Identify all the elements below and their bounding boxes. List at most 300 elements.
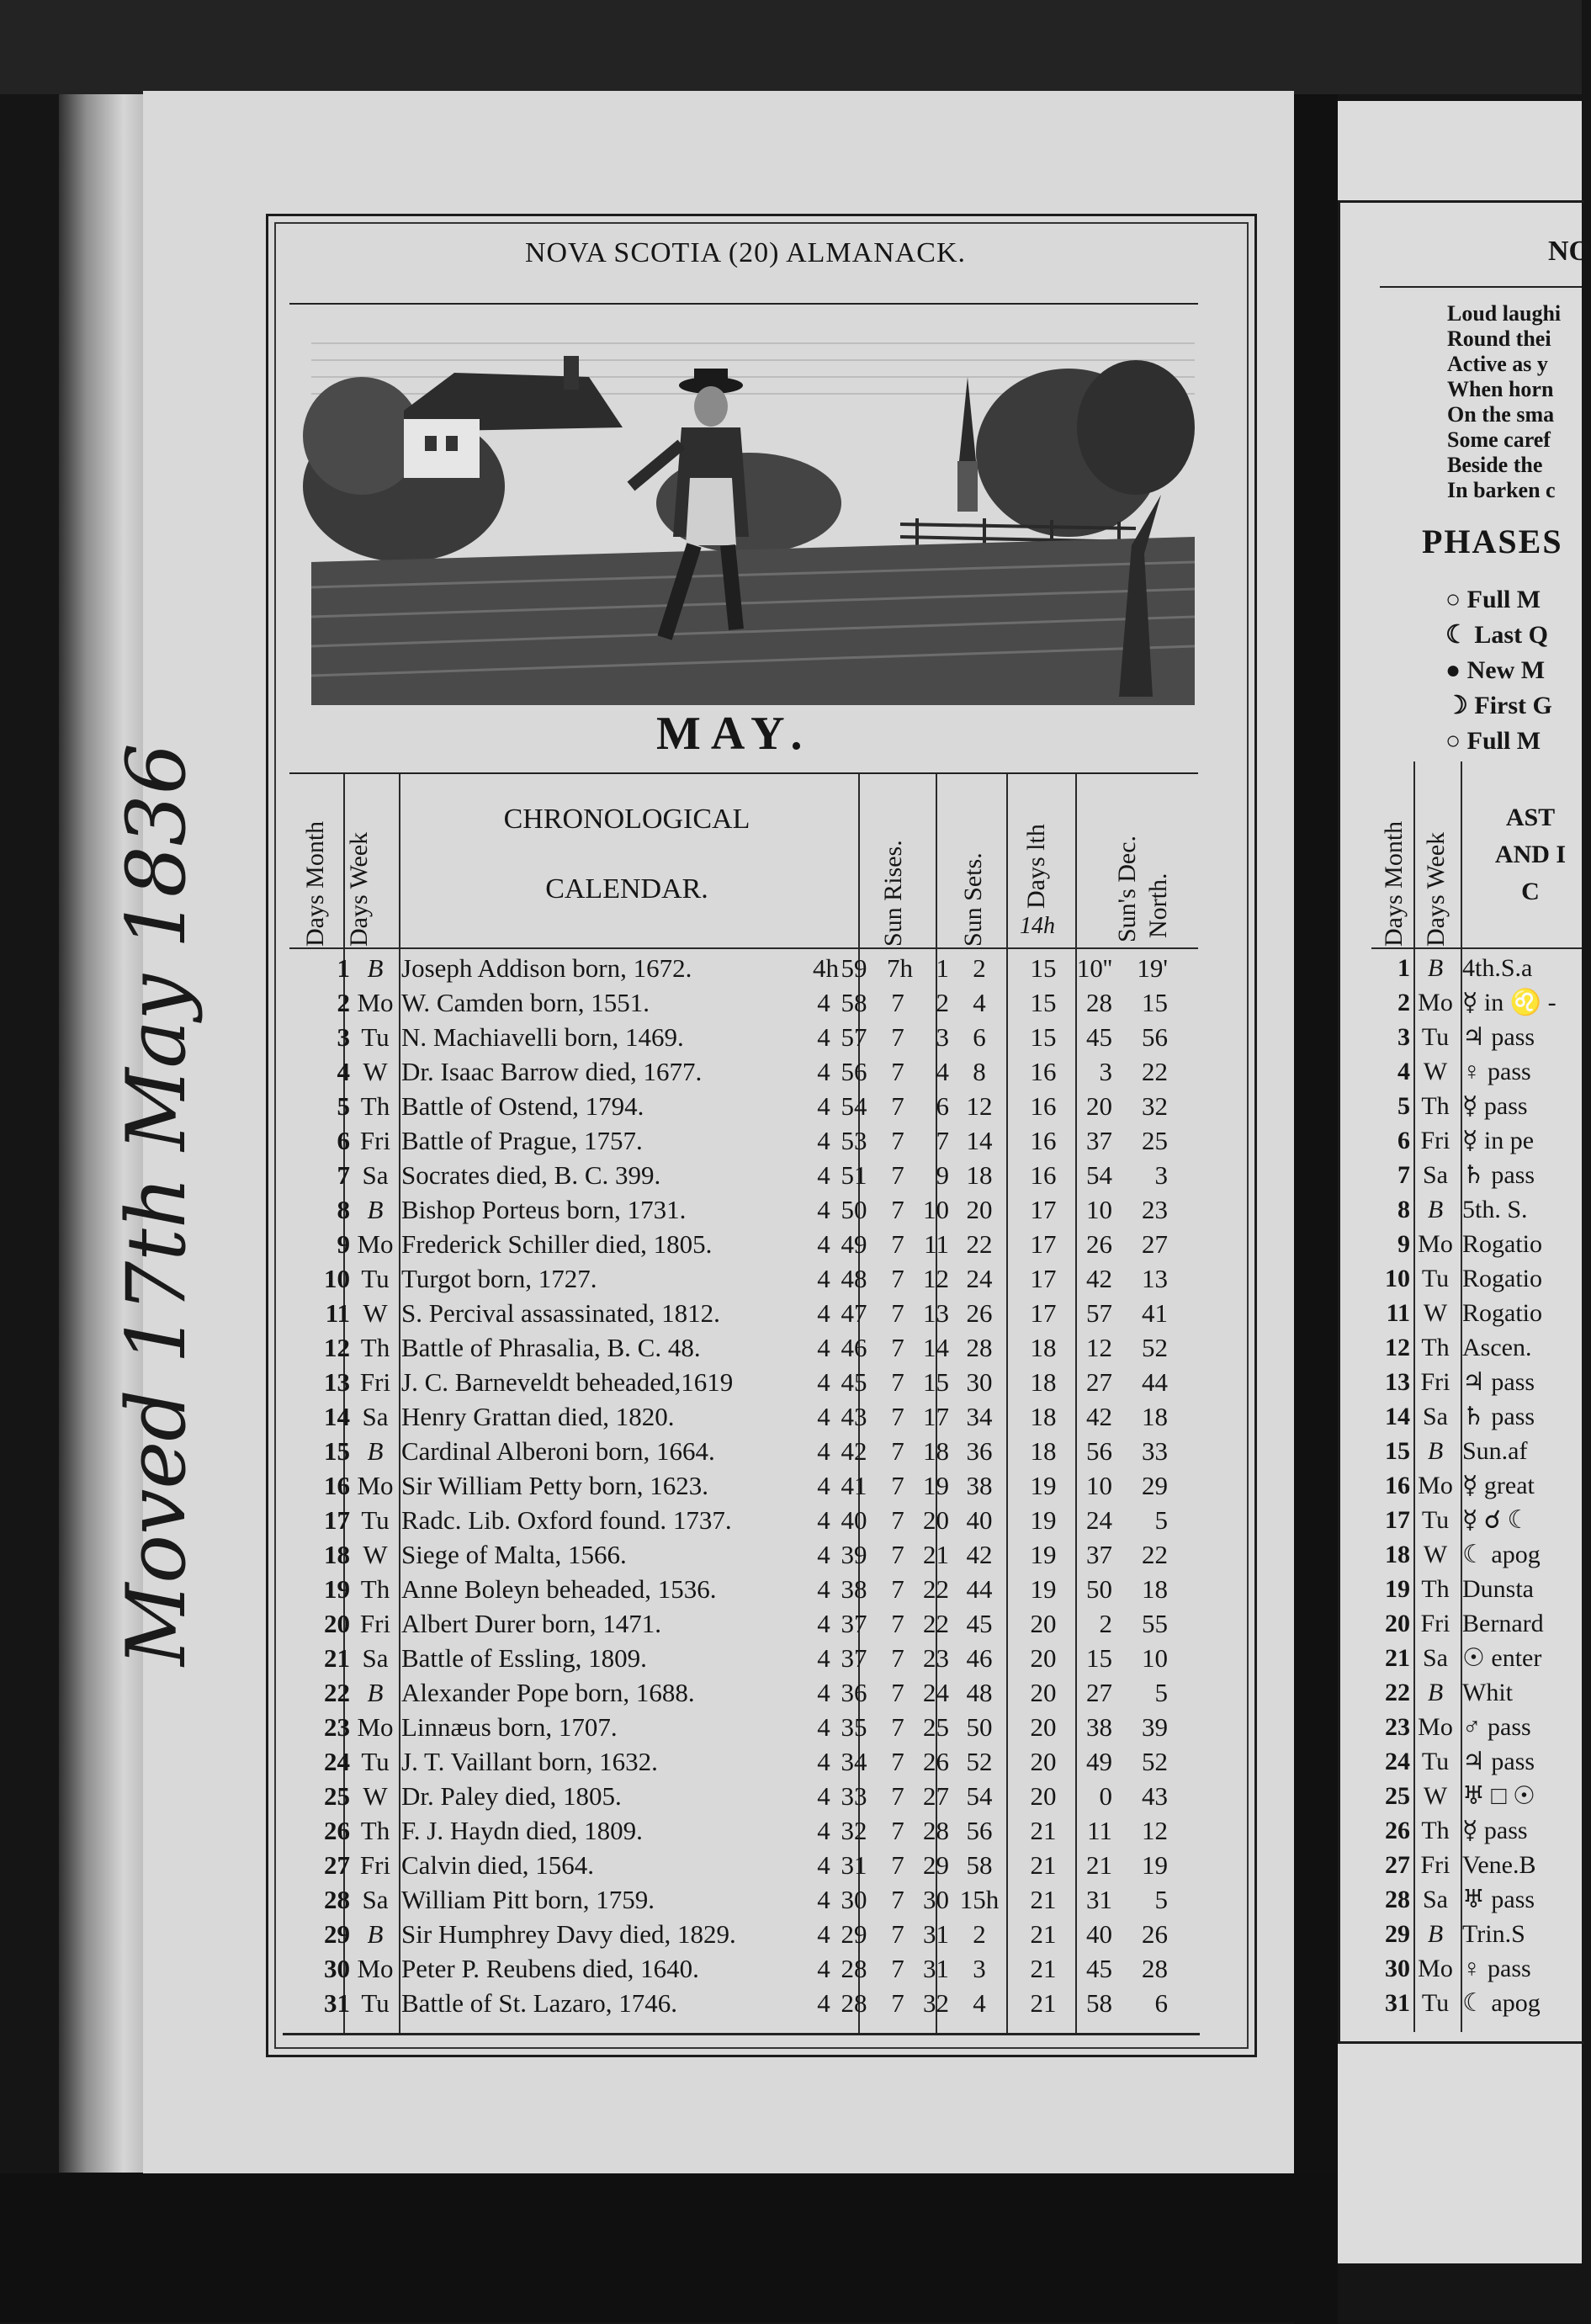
cell-dl: 40: [966, 1505, 993, 1535]
phase-line: ☾ Last Q: [1445, 621, 1548, 649]
cell-sm: 21: [923, 1540, 949, 1569]
right-cell-dw: B: [1427, 1920, 1444, 1948]
cell-dw: Fri: [359, 1850, 391, 1880]
cell-sh: 7: [891, 1574, 904, 1604]
right-cell-dw: Mo: [1418, 1230, 1453, 1258]
right-table-row: [1371, 1158, 1582, 1192]
cell-sm: 12: [923, 1264, 949, 1293]
cell-dw: Th: [360, 1574, 390, 1604]
right-cell-dm: 11: [1386, 1299, 1410, 1327]
cell-dl: 58: [966, 1850, 993, 1880]
right-cell-dm: 21: [1385, 1644, 1410, 1672]
right-cell-dm: 26: [1385, 1817, 1410, 1844]
cell-sm: 30: [923, 1885, 949, 1914]
cell-dd: 20: [1030, 1712, 1057, 1742]
cell-dd: 17: [1030, 1298, 1057, 1328]
cell-dmn: 21: [1086, 1850, 1112, 1880]
right-table-row: [1371, 1089, 1582, 1123]
cell-dd: 21: [1030, 1954, 1057, 1983]
cell-sm: 11: [924, 1229, 949, 1259]
cell-sh: 7: [891, 1609, 904, 1638]
right-cell-dw: B: [1427, 1196, 1444, 1223]
cell-dd: 18: [1030, 1333, 1057, 1362]
cell-rm: 38: [841, 1574, 867, 1604]
right-cell-dw: Sa: [1423, 1644, 1448, 1672]
right-table-row: [1371, 1779, 1582, 1813]
right-table-row: [1371, 1192, 1582, 1227]
right-cell-dw: B: [1427, 1679, 1444, 1706]
right-table-row: [1371, 1330, 1582, 1365]
right-cell-dm: 16: [1385, 1472, 1410, 1499]
right-cell-text: ☿ pass: [1462, 1817, 1528, 1844]
cell-dm: 8: [337, 1195, 350, 1224]
right-table-row: [1371, 1365, 1582, 1399]
cell-dl: 3: [973, 1954, 986, 1983]
right-cell-dw: Tu: [1421, 1989, 1450, 2017]
cell-dm: 7: [337, 1160, 350, 1190]
right-cell-dm: 23: [1385, 1713, 1410, 1741]
right-cell-dw: Sa: [1423, 1403, 1448, 1430]
cell-dm: 10: [324, 1264, 350, 1293]
table-row: [289, 1296, 1198, 1330]
table-row: [289, 1572, 1198, 1606]
cell-ev: Joseph Addison born, 1672.: [401, 953, 692, 983]
cell-dw: Mo: [357, 1954, 394, 1983]
cell-dmn: 11: [1087, 1816, 1112, 1845]
cell-dl: 6: [973, 1022, 986, 1052]
right-cell-dw: Tu: [1421, 1506, 1450, 1534]
cell-ds: 5: [1154, 1505, 1168, 1535]
cell-dmn: 37: [1086, 1540, 1112, 1569]
cell-ev: Battle of Prague, 1757.: [401, 1126, 643, 1155]
verse-line: Some caref: [1447, 427, 1551, 452]
cell-dw: Tu: [361, 1747, 390, 1776]
right-cell-text: Rogatio: [1462, 1299, 1542, 1327]
right-cell-dw: W: [1423, 1058, 1448, 1085]
right-table-header-rule: [1371, 947, 1582, 949]
cell-rm: 28: [841, 1988, 867, 2018]
right-cell-dm: 20: [1385, 1610, 1410, 1637]
cell-sh: 7: [891, 1402, 904, 1431]
right-table-row: [1371, 1813, 1582, 1848]
right-table-row: [1371, 1882, 1582, 1917]
right-cell-dw: B: [1427, 1437, 1444, 1465]
right-page-rule: [1380, 286, 1582, 288]
cell-sm: 31: [923, 1954, 949, 1983]
cell-dmn: 26: [1086, 1229, 1112, 1259]
cell-rm: 53: [841, 1126, 867, 1155]
cell-sm: 32: [923, 1988, 949, 2018]
cell-ev: J. C. Barneveldt beheaded,1619: [401, 1367, 734, 1397]
right-table-row: [1371, 1917, 1582, 1951]
right-cell-dm: 12: [1385, 1334, 1410, 1361]
cell-dm: 21: [324, 1643, 350, 1673]
cell-sh: 7: [891, 1954, 904, 1983]
right-cell-text: ♃ pass: [1462, 1023, 1535, 1051]
table-row: [289, 1503, 1198, 1537]
cell-dl: 2: [973, 1919, 986, 1949]
cell-dmn: 0: [1099, 1781, 1112, 1811]
right-table-row: [1371, 1020, 1582, 1054]
month-rule: [289, 772, 1198, 774]
cell-dl: 14: [966, 1126, 993, 1155]
right-cell-text: ♅ pass: [1462, 1886, 1535, 1913]
cell-dw: Mo: [357, 1712, 394, 1742]
right-cell-text: Sun.af: [1462, 1437, 1528, 1465]
cell-dd: 20: [1030, 1678, 1057, 1707]
cell-dl: 12: [966, 1091, 993, 1121]
cell-ev: Battle of Essling, 1809.: [401, 1643, 647, 1673]
cell-rh: 4: [817, 1160, 830, 1190]
right-cell-text: Trin.S: [1462, 1920, 1525, 1948]
cell-dmn: 12: [1086, 1333, 1112, 1362]
cell-sm: 25: [923, 1712, 949, 1742]
cell-sh: 7: [891, 1643, 904, 1673]
cell-sh: 7: [891, 1540, 904, 1569]
cell-sm: 24: [923, 1678, 949, 1707]
right-header-astr-1: AST: [1505, 804, 1556, 831]
cell-sh: 7h: [887, 953, 913, 983]
right-table-row: [1371, 1434, 1582, 1468]
cell-sh: 7: [891, 1505, 904, 1535]
table-row: [289, 1744, 1198, 1779]
right-cell-dm: 7: [1397, 1161, 1410, 1189]
verse-line: In barken c: [1447, 478, 1556, 502]
cell-rm: 48: [841, 1264, 867, 1293]
cell-sm: 29: [923, 1850, 949, 1880]
header-sun-rises: Sun Rises.: [879, 840, 907, 947]
right-cell-text: Rogatio: [1462, 1265, 1542, 1292]
cell-dmn: 42: [1086, 1402, 1112, 1431]
cell-dw: Sa: [362, 1885, 389, 1914]
cell-rh: 4: [817, 1022, 830, 1052]
table-row: [289, 1468, 1198, 1503]
cell-dm: 4: [337, 1057, 350, 1086]
cell-dmn: 10: [1086, 1471, 1112, 1500]
cell-dd: 19: [1030, 1574, 1057, 1604]
cell-dw: Mo: [357, 1471, 394, 1500]
cell-ev: Frederick Schiller died, 1805.: [401, 1229, 713, 1259]
cell-rh: 4: [817, 1747, 830, 1776]
cell-dm: 17: [324, 1505, 350, 1535]
cell-rh: 4: [817, 1436, 830, 1466]
cell-dd: 16: [1030, 1126, 1057, 1155]
right-table-row: [1371, 1951, 1582, 1986]
right-table-row: [1371, 951, 1582, 985]
cell-sm: 18: [923, 1436, 949, 1466]
cell-dmn: 45: [1086, 1022, 1112, 1052]
cell-ds: 32: [1142, 1091, 1168, 1121]
table-row: [289, 1537, 1198, 1572]
cell-dl: 8: [973, 1057, 986, 1086]
right-cell-dw: W: [1423, 1541, 1448, 1568]
cell-dmn: 24: [1086, 1505, 1112, 1535]
cell-rh: 4: [817, 1367, 830, 1397]
right-cell-dm: 31: [1385, 1989, 1410, 2017]
cell-ds: 5: [1154, 1678, 1168, 1707]
cell-dw: Mo: [357, 1229, 394, 1259]
cell-ds: 43: [1142, 1781, 1168, 1811]
cell-ds: 18: [1142, 1574, 1168, 1604]
cell-dd: 21: [1030, 1816, 1057, 1845]
cell-dd: 21: [1030, 1885, 1057, 1914]
cell-dl: 30: [966, 1367, 993, 1397]
cell-dm: 22: [324, 1678, 350, 1707]
right-table-row: [1371, 1572, 1582, 1606]
right-cell-text: ♃ pass: [1462, 1368, 1535, 1396]
cell-sm: 9: [936, 1160, 949, 1190]
right-cell-dw: Mo: [1418, 989, 1453, 1016]
cell-ds: 29: [1142, 1471, 1168, 1500]
right-cell-text: ♀ pass: [1462, 1955, 1531, 1982]
cell-dd: 20: [1030, 1747, 1057, 1776]
cell-dm: 15: [324, 1436, 350, 1466]
cell-sm: 27: [923, 1781, 949, 1811]
table-row: [289, 1020, 1198, 1054]
cell-ds: 25: [1142, 1126, 1168, 1155]
right-table-row: [1371, 1641, 1582, 1675]
cell-dmn: 10'': [1076, 953, 1112, 983]
table-row: [289, 1261, 1198, 1296]
verse-line: Loud laughi: [1447, 301, 1562, 326]
table-row: [289, 1089, 1198, 1123]
cell-rm: 49: [841, 1229, 867, 1259]
right-page-title: NO: [1548, 236, 1591, 267]
cell-dm: 1: [337, 953, 350, 983]
right-table-row: [1371, 1399, 1582, 1434]
cell-dm: 19: [324, 1574, 350, 1604]
cell-dm: 20: [324, 1609, 350, 1638]
cell-rm: 35: [841, 1712, 867, 1742]
cell-rm: 41: [841, 1471, 867, 1500]
cell-dw: Tu: [361, 1988, 390, 2018]
cell-dmn: 49: [1086, 1747, 1112, 1776]
cell-sh: 7: [891, 1919, 904, 1949]
right-cell-text: ☿ in pe: [1462, 1127, 1535, 1154]
cell-dm: 30: [324, 1954, 350, 1983]
cell-dw: Fri: [359, 1367, 391, 1397]
cell-dl: 28: [966, 1333, 993, 1362]
header-suns-dec-north: North.: [1144, 873, 1172, 938]
cell-dm: 2: [337, 988, 350, 1017]
right-cell-dm: 30: [1385, 1955, 1410, 1982]
table-row: [289, 1606, 1198, 1641]
right-cell-dw: Th: [1421, 1334, 1450, 1361]
cell-ds: 3: [1154, 1160, 1168, 1190]
cell-ev: N. Machiavelli born, 1469.: [401, 1022, 684, 1052]
cell-ev: Henry Grattan died, 1820.: [401, 1402, 675, 1431]
cell-dmn: 58: [1086, 1988, 1112, 2018]
header-days-week: Days Week: [345, 831, 373, 947]
header-sun-sets: Sun Sets.: [959, 852, 987, 947]
right-table-row: [1371, 1848, 1582, 1882]
cell-dw: B: [367, 1195, 384, 1224]
cell-dmn: 27: [1086, 1678, 1112, 1707]
cell-ds: 26: [1142, 1919, 1168, 1949]
right-cell-text: Rogatio: [1462, 1230, 1542, 1258]
cell-sh: 7: [891, 1781, 904, 1811]
cell-dd: 15: [1030, 988, 1057, 1017]
cell-rh: 4: [817, 1229, 830, 1259]
cell-dmn: 45: [1086, 1954, 1112, 1983]
table-row: [289, 1986, 1198, 2020]
cell-rh: 4: [817, 1954, 830, 1983]
right-cell-text: ♄ pass: [1462, 1403, 1535, 1430]
right-cell-dm: 24: [1385, 1748, 1410, 1775]
cell-dm: 18: [324, 1540, 350, 1569]
cell-dmn: 56: [1086, 1436, 1112, 1466]
cell-rh: 4: [817, 1057, 830, 1086]
cell-rm: 34: [841, 1747, 867, 1776]
cell-sh: 7: [891, 1057, 904, 1086]
cell-dd: 19: [1030, 1505, 1057, 1535]
cell-dd: 21: [1030, 1919, 1057, 1949]
cell-sm: 2: [936, 988, 949, 1017]
cell-dw: W: [363, 1057, 388, 1086]
cell-rm: 36: [841, 1678, 867, 1707]
cell-dl: 2: [973, 953, 986, 983]
right-cell-dm: 22: [1385, 1679, 1410, 1706]
cell-ev: Peter P. Reubens died, 1640.: [401, 1954, 699, 1983]
cell-dw: Th: [360, 1816, 390, 1845]
right-cell-dw: W: [1423, 1299, 1448, 1327]
cell-dw: Mo: [357, 988, 394, 1017]
cell-rm: 50: [841, 1195, 867, 1224]
cell-sh: 7: [891, 1712, 904, 1742]
table-row: [289, 1434, 1198, 1468]
right-page-verse: [1447, 301, 1582, 503]
cell-rm: 47: [841, 1298, 867, 1328]
right-cell-text: Ascen.: [1462, 1334, 1532, 1361]
cell-ev: W. Camden born, 1551.: [401, 988, 650, 1017]
cell-rm: 51: [841, 1160, 867, 1190]
cell-rm: 43: [841, 1402, 867, 1431]
right-table-row: [1371, 1675, 1582, 1710]
cell-sm: 31: [923, 1919, 949, 1949]
table-row: [289, 1158, 1198, 1192]
cell-dm: 24: [324, 1747, 350, 1776]
cell-rh: 4: [817, 1195, 830, 1224]
right-cell-dm: 4: [1397, 1058, 1410, 1085]
cell-rm: 37: [841, 1643, 867, 1673]
right-cell-dm: 9: [1397, 1230, 1410, 1258]
cell-ds: 52: [1142, 1333, 1168, 1362]
cell-ds: 44: [1142, 1367, 1168, 1397]
cell-dl: 48: [966, 1678, 993, 1707]
cell-sm: 10: [923, 1195, 949, 1224]
cell-ds: 19': [1137, 953, 1168, 983]
cell-rh: 4: [817, 1091, 830, 1121]
cell-sh: 7: [891, 1678, 904, 1707]
header-suns-dec: Sun's Dec.: [1113, 835, 1141, 942]
cell-dd: 17: [1030, 1229, 1057, 1259]
cell-sh: 7: [891, 1126, 904, 1155]
right-header-astr-2: AND I: [1494, 841, 1567, 868]
cell-dmn: 40: [1086, 1919, 1112, 1949]
cell-rm: 40: [841, 1505, 867, 1535]
cell-dw: B: [367, 953, 384, 983]
cell-rh: 4: [817, 1402, 830, 1431]
verse-line: Active as y: [1447, 352, 1548, 376]
table-row: [289, 1813, 1198, 1848]
cell-sh: 7: [891, 1022, 904, 1052]
table-row: [289, 1227, 1198, 1261]
right-cell-dw: Fri: [1420, 1127, 1450, 1154]
table-header-rule: [289, 947, 1198, 949]
right-table-row: [1371, 1537, 1582, 1572]
cell-rh: 4: [817, 1919, 830, 1949]
right-table-row: [1371, 1261, 1582, 1296]
right-cell-text: ♅ □ ☉: [1462, 1782, 1535, 1810]
phase-line: ○ Full M: [1445, 586, 1541, 613]
cell-dl: 45: [966, 1609, 993, 1638]
cell-sh: 7: [891, 1298, 904, 1328]
cell-sh: 7: [891, 1850, 904, 1880]
cell-dl: 34: [966, 1402, 993, 1431]
right-cell-text: Bernard: [1462, 1610, 1544, 1637]
cell-dw: Tu: [361, 1022, 390, 1052]
right-cell-dw: Sa: [1423, 1886, 1448, 1913]
cell-rh: 4: [817, 988, 830, 1017]
cell-rh: 4: [817, 1609, 830, 1638]
right-cell-dm: 10: [1385, 1265, 1410, 1292]
cell-ds: 28: [1142, 1954, 1168, 1983]
cell-dm: 11: [325, 1298, 350, 1328]
cell-dm: 23: [324, 1712, 350, 1742]
cell-sm: 14: [923, 1333, 949, 1362]
cell-rh: 4: [817, 1850, 830, 1880]
right-header-astr-3: C: [1521, 878, 1540, 905]
table-row: [289, 1848, 1198, 1882]
cell-dw: Fri: [359, 1609, 391, 1638]
cell-ds: 6: [1154, 1988, 1168, 2018]
table-row: [289, 1192, 1198, 1227]
cell-dmn: 57: [1086, 1298, 1112, 1328]
cell-dl: 15h: [959, 1885, 1000, 1914]
cell-dmn: 50: [1086, 1574, 1112, 1604]
cell-rh: 4: [817, 1264, 830, 1293]
cell-rh: 4: [817, 1816, 830, 1845]
cell-dl: 24: [966, 1264, 993, 1293]
cell-ev: Turgot born, 1727.: [401, 1264, 597, 1293]
cell-ev: Alexander Pope born, 1688.: [401, 1678, 695, 1707]
right-cell-dm: 14: [1385, 1403, 1410, 1430]
cell-rm: 42: [841, 1436, 867, 1466]
cell-rm: 59: [841, 953, 867, 983]
cell-rm: 28: [841, 1954, 867, 1983]
cell-dl: 46: [966, 1643, 993, 1673]
cell-sm: 17: [923, 1402, 949, 1431]
scan-background-top: [0, 0, 1582, 94]
cell-dw: Th: [360, 1333, 390, 1362]
right-cell-text: ☿ ☌ ☾: [1462, 1506, 1530, 1534]
cell-sm: 28: [923, 1816, 949, 1845]
month-title: MAY.: [656, 708, 813, 760]
cell-dm: 12: [324, 1333, 350, 1362]
cell-dd: 16: [1030, 1091, 1057, 1121]
header-calendar: CALENDAR.: [545, 873, 708, 905]
cell-ds: 22: [1142, 1057, 1168, 1086]
cell-dw: Sa: [362, 1402, 389, 1431]
book-gutter: [1294, 94, 1338, 2324]
cell-dl: 18: [966, 1160, 993, 1190]
header-days-month: Days Month: [301, 820, 329, 947]
cell-dl: 4: [973, 1988, 986, 2018]
cell-rh: 4: [817, 1505, 830, 1535]
cell-rm: 46: [841, 1333, 867, 1362]
cell-dl: 36: [966, 1436, 993, 1466]
cell-rm: 33: [841, 1781, 867, 1811]
